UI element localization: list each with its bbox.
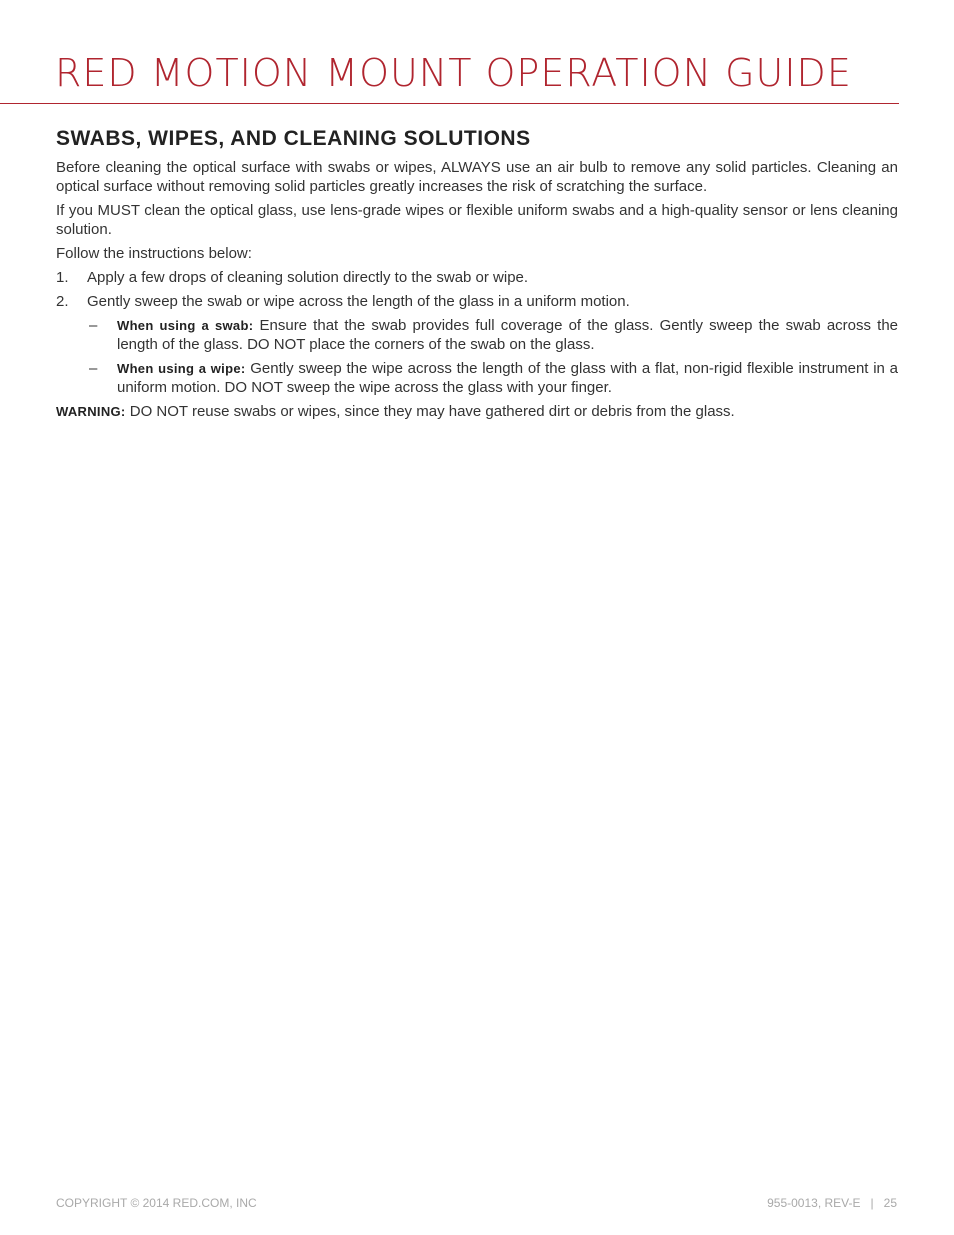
footer-page-number: 25 (883, 1196, 897, 1210)
step-text: Apply a few drops of cleaning solution directly to the swab or wipe. (87, 269, 529, 286)
warning-text: DO NOT reuse swabs or wipes, since they may have gathered dirt or debris from the glass. (129, 403, 735, 420)
dash-bullet: – (89, 360, 98, 377)
instruction-steps (56, 268, 898, 397)
step-1 (56, 268, 898, 287)
step-number: 2. (56, 293, 69, 310)
footer-copyright: COPYRIGHT © 2014 RED.COM, INC (56, 1196, 257, 1210)
footer-separator: | (870, 1196, 874, 1210)
sub-step-lead: When using a swab: (117, 318, 254, 333)
document-title: RED MOTION MOUNT OPERATION GUIDE (55, 51, 852, 95)
footer-doc-id: 955-0013, REV-E (767, 1196, 861, 1210)
step-text: Gently sweep the swab or wipe across the length of the glass in a uniform motion. (87, 293, 630, 310)
warning-label: WARNING: (56, 404, 126, 419)
sub-step-text: Ensure that the swab provides full coverage of the glass. Gently sweep the swab across the length of the glass. DO NOT place the corners of the swab on the glass. (117, 317, 899, 353)
sub-step-swab (87, 316, 898, 354)
step-number: 1. (56, 269, 69, 286)
step-2 (56, 292, 898, 397)
section-heading: SWABS, WIPES, AND CLEANING SOLUTIONS (56, 127, 531, 150)
glass-cleaning-paragraph: If you MUST clean the optical glass, use lens-grade wipes or flexible uniform swabs and a high-quality sensor or lens cleaning solution. (56, 202, 898, 238)
footer-page-info (767, 1196, 897, 1210)
title-divider (0, 103, 899, 104)
dash-bullet: – (89, 317, 98, 334)
sub-step-wipe (87, 359, 898, 397)
intro-paragraph: Before cleaning the optical surface with swabs or wipes, ALWAYS use an air bulb to remove any solid particles. Cleaning an optical surface without removing solid particles greatly increases the risk of scratching the surface. (56, 159, 898, 195)
sub-steps (87, 316, 898, 397)
sub-step-text: Gently sweep the wipe across the length of the glass with a flat, non-rigid flexible instrument in a uniform motion. DO NOT sweep the wipe across the glass with your finger. (117, 360, 898, 396)
main-content (56, 124, 898, 426)
warning-paragraph (56, 402, 898, 421)
instructions-lead: Follow the instructions below: (56, 245, 252, 262)
sub-step-lead: When using a wipe: (117, 361, 246, 376)
